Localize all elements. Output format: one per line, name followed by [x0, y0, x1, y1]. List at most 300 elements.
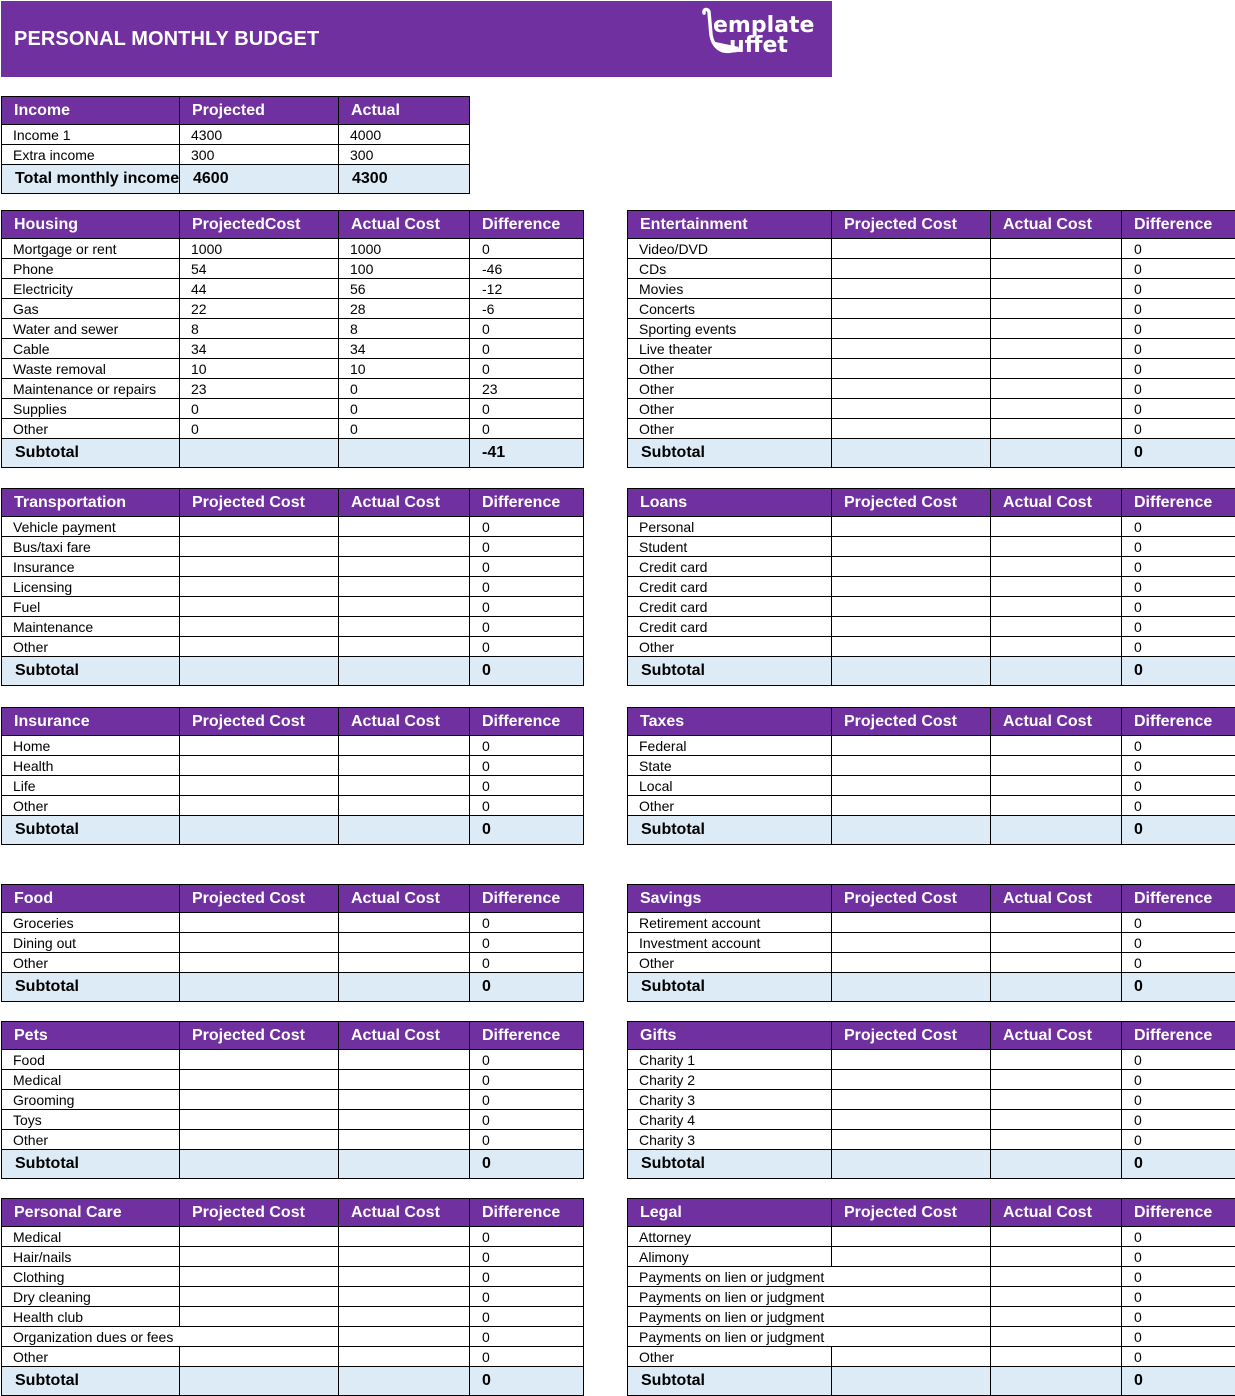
personal-care-difference-cell[interactable]: 0	[470, 1347, 584, 1367]
pets-subtotal-difference[interactable]: 0	[470, 1150, 584, 1179]
entertainment-item-cell[interactable]: Concerts	[628, 299, 832, 319]
legal-actual-cell[interactable]	[991, 1327, 1122, 1347]
housing-projected-cell[interactable]: 10	[180, 359, 339, 379]
entertainment-projected-cell[interactable]	[832, 239, 991, 259]
legal-actual-cell[interactable]	[991, 1347, 1122, 1367]
loans-difference-cell[interactable]: 0	[1122, 637, 1235, 657]
housing-actual-cell[interactable]: 1000	[339, 239, 470, 259]
total-income-projected[interactable]: 4600	[180, 165, 339, 194]
loans-subtotal-projected[interactable]	[832, 657, 991, 686]
housing-item-cell[interactable]: Supplies	[2, 399, 180, 419]
savings-difference-cell[interactable]: 0	[1122, 953, 1235, 973]
housing-item-cell[interactable]: Waste removal	[2, 359, 180, 379]
loans-item-cell[interactable]: Personal	[628, 517, 832, 537]
housing-actual-cell[interactable]: 8	[339, 319, 470, 339]
housing-item-cell[interactable]: Water and sewer	[2, 319, 180, 339]
income-label-cell[interactable]: Extra income	[2, 145, 180, 165]
loans-projected-cell[interactable]	[832, 637, 991, 657]
entertainment-actual-cell[interactable]	[991, 359, 1122, 379]
legal-item-cell[interactable]: Other	[628, 1347, 832, 1367]
housing-actual-cell[interactable]: 34	[339, 339, 470, 359]
loans-actual-cell[interactable]	[991, 637, 1122, 657]
housing-item-cell[interactable]: Phone	[2, 259, 180, 279]
legal-difference-cell[interactable]: 0	[1122, 1327, 1235, 1347]
personal-care-projected-cell[interactable]	[180, 1247, 339, 1267]
entertainment-item-cell[interactable]: Video/DVD	[628, 239, 832, 259]
transportation-subtotal-actual[interactable]	[339, 657, 470, 686]
gifts-item-cell[interactable]: Charity 3	[628, 1090, 832, 1110]
transportation-item-cell[interactable]: Fuel	[2, 597, 180, 617]
insurance-difference-cell[interactable]: 0	[470, 776, 584, 796]
housing-difference-cell[interactable]: 0	[470, 399, 584, 419]
loans-projected-cell[interactable]	[832, 537, 991, 557]
entertainment-actual-cell[interactable]	[991, 259, 1122, 279]
entertainment-actual-cell[interactable]	[991, 239, 1122, 259]
savings-projected-cell[interactable]	[832, 953, 991, 973]
gifts-projected-cell[interactable]	[832, 1050, 991, 1070]
housing-item-cell[interactable]: Other	[2, 419, 180, 439]
gifts-difference-cell[interactable]: 0	[1122, 1050, 1235, 1070]
gifts-actual-cell[interactable]	[991, 1090, 1122, 1110]
loans-subtotal-difference[interactable]: 0	[1122, 657, 1235, 686]
legal-projected-cell[interactable]	[832, 1247, 991, 1267]
loans-difference-cell[interactable]: 0	[1122, 617, 1235, 637]
taxes-item-cell[interactable]: Other	[628, 796, 832, 816]
income-projected-cell[interactable]: 4300	[180, 125, 339, 145]
loans-item-cell[interactable]: Other	[628, 637, 832, 657]
housing-projected-cell[interactable]: 34	[180, 339, 339, 359]
transportation-actual-cell[interactable]	[339, 577, 470, 597]
food-actual-cell[interactable]	[339, 913, 470, 933]
legal-item-cell[interactable]: Payments on lien or judgment	[628, 1267, 832, 1287]
gifts-projected-cell[interactable]	[832, 1090, 991, 1110]
entertainment-item-cell[interactable]: Live theater	[628, 339, 832, 359]
entertainment-actual-cell[interactable]	[991, 339, 1122, 359]
personal-care-subtotal-actual[interactable]	[339, 1367, 470, 1396]
entertainment-projected-cell[interactable]	[832, 419, 991, 439]
gifts-subtotal-projected[interactable]	[832, 1150, 991, 1179]
savings-projected-cell[interactable]	[832, 913, 991, 933]
entertainment-difference-cell[interactable]: 0	[1122, 279, 1235, 299]
entertainment-subtotal-projected[interactable]	[832, 439, 991, 468]
food-item-cell[interactable]: Other	[2, 953, 180, 973]
housing-projected-cell[interactable]: 44	[180, 279, 339, 299]
entertainment-projected-cell[interactable]	[832, 379, 991, 399]
housing-difference-cell[interactable]: 0	[470, 239, 584, 259]
gifts-actual-cell[interactable]	[991, 1050, 1122, 1070]
savings-subtotal-actual[interactable]	[991, 973, 1122, 1002]
entertainment-projected-cell[interactable]	[832, 339, 991, 359]
insurance-item-cell[interactable]: Other	[2, 796, 180, 816]
gifts-item-cell[interactable]: Charity 3	[628, 1130, 832, 1150]
transportation-item-cell[interactable]: Other	[2, 637, 180, 657]
legal-actual-cell[interactable]	[991, 1267, 1122, 1287]
pets-subtotal-actual[interactable]	[339, 1150, 470, 1179]
pets-item-cell[interactable]: Medical	[2, 1070, 180, 1090]
pets-actual-cell[interactable]	[339, 1070, 470, 1090]
entertainment-difference-cell[interactable]: 0	[1122, 259, 1235, 279]
taxes-projected-cell[interactable]	[832, 736, 991, 756]
transportation-item-cell[interactable]: Bus/taxi fare	[2, 537, 180, 557]
taxes-item-cell[interactable]: Federal	[628, 736, 832, 756]
legal-projected-cell[interactable]	[832, 1307, 991, 1327]
savings-subtotal-projected[interactable]	[832, 973, 991, 1002]
entertainment-item-cell[interactable]: Other	[628, 379, 832, 399]
entertainment-item-cell[interactable]: Movies	[628, 279, 832, 299]
pets-projected-cell[interactable]	[180, 1090, 339, 1110]
housing-difference-cell[interactable]: 0	[470, 359, 584, 379]
legal-difference-cell[interactable]: 0	[1122, 1287, 1235, 1307]
entertainment-actual-cell[interactable]	[991, 279, 1122, 299]
insurance-projected-cell[interactable]	[180, 756, 339, 776]
taxes-difference-cell[interactable]: 0	[1122, 756, 1235, 776]
legal-projected-cell[interactable]	[832, 1347, 991, 1367]
pets-projected-cell[interactable]	[180, 1070, 339, 1090]
loans-subtotal-actual[interactable]	[991, 657, 1122, 686]
housing-projected-cell[interactable]: 0	[180, 399, 339, 419]
personal-care-actual-cell[interactable]	[339, 1327, 470, 1347]
gifts-difference-cell[interactable]: 0	[1122, 1090, 1235, 1110]
legal-projected-cell[interactable]	[832, 1267, 991, 1287]
entertainment-difference-cell[interactable]: 0	[1122, 399, 1235, 419]
legal-actual-cell[interactable]	[991, 1307, 1122, 1327]
loans-item-cell[interactable]: Credit card	[628, 597, 832, 617]
legal-subtotal-difference[interactable]: 0	[1122, 1367, 1235, 1396]
housing-item-cell[interactable]: Mortgage or rent	[2, 239, 180, 259]
food-projected-cell[interactable]	[180, 933, 339, 953]
gifts-actual-cell[interactable]	[991, 1070, 1122, 1090]
personal-care-projected-cell[interactable]	[180, 1327, 339, 1347]
legal-item-cell[interactable]: Alimony	[628, 1247, 832, 1267]
savings-subtotal-difference[interactable]: 0	[1122, 973, 1235, 1002]
gifts-item-cell[interactable]: Charity 1	[628, 1050, 832, 1070]
housing-actual-cell[interactable]: 0	[339, 399, 470, 419]
personal-care-difference-cell[interactable]: 0	[470, 1307, 584, 1327]
taxes-difference-cell[interactable]: 0	[1122, 736, 1235, 756]
housing-difference-cell[interactable]: 0	[470, 419, 584, 439]
personal-care-actual-cell[interactable]	[339, 1287, 470, 1307]
transportation-actual-cell[interactable]	[339, 637, 470, 657]
personal-care-difference-cell[interactable]: 0	[470, 1267, 584, 1287]
insurance-subtotal-difference[interactable]: 0	[470, 816, 584, 845]
housing-actual-cell[interactable]: 0	[339, 379, 470, 399]
savings-actual-cell[interactable]	[991, 933, 1122, 953]
taxes-actual-cell[interactable]	[991, 776, 1122, 796]
taxes-actual-cell[interactable]	[991, 796, 1122, 816]
legal-projected-cell[interactable]	[832, 1287, 991, 1307]
entertainment-item-cell[interactable]: Other	[628, 419, 832, 439]
insurance-item-cell[interactable]: Home	[2, 736, 180, 756]
food-actual-cell[interactable]	[339, 953, 470, 973]
entertainment-item-cell[interactable]: CDs	[628, 259, 832, 279]
gifts-difference-cell[interactable]: 0	[1122, 1070, 1235, 1090]
gifts-item-cell[interactable]: Charity 4	[628, 1110, 832, 1130]
housing-item-cell[interactable]: Cable	[2, 339, 180, 359]
housing-projected-cell[interactable]: 8	[180, 319, 339, 339]
personal-care-item-cell[interactable]: Other	[2, 1347, 180, 1367]
transportation-item-cell[interactable]: Insurance	[2, 557, 180, 577]
pets-difference-cell[interactable]: 0	[470, 1070, 584, 1090]
gifts-actual-cell[interactable]	[991, 1130, 1122, 1150]
insurance-item-cell[interactable]: Life	[2, 776, 180, 796]
personal-care-projected-cell[interactable]	[180, 1307, 339, 1327]
entertainment-difference-cell[interactable]: 0	[1122, 239, 1235, 259]
transportation-difference-cell[interactable]: 0	[470, 557, 584, 577]
legal-item-cell[interactable]: Attorney	[628, 1227, 832, 1247]
pets-item-cell[interactable]: Food	[2, 1050, 180, 1070]
entertainment-projected-cell[interactable]	[832, 319, 991, 339]
savings-difference-cell[interactable]: 0	[1122, 913, 1235, 933]
insurance-actual-cell[interactable]	[339, 736, 470, 756]
transportation-difference-cell[interactable]: 0	[470, 617, 584, 637]
transportation-projected-cell[interactable]	[180, 577, 339, 597]
transportation-projected-cell[interactable]	[180, 517, 339, 537]
housing-projected-cell[interactable]: 23	[180, 379, 339, 399]
pets-projected-cell[interactable]	[180, 1050, 339, 1070]
loans-item-cell[interactable]: Student	[628, 537, 832, 557]
housing-subtotal-projected[interactable]	[180, 439, 339, 468]
pets-difference-cell[interactable]: 0	[470, 1130, 584, 1150]
food-difference-cell[interactable]: 0	[470, 933, 584, 953]
loans-actual-cell[interactable]	[991, 517, 1122, 537]
food-subtotal-actual[interactable]	[339, 973, 470, 1002]
legal-difference-cell[interactable]: 0	[1122, 1307, 1235, 1327]
entertainment-subtotal-difference[interactable]: 0	[1122, 439, 1235, 468]
entertainment-actual-cell[interactable]	[991, 399, 1122, 419]
insurance-actual-cell[interactable]	[339, 756, 470, 776]
entertainment-projected-cell[interactable]	[832, 279, 991, 299]
savings-projected-cell[interactable]	[832, 933, 991, 953]
transportation-projected-cell[interactable]	[180, 597, 339, 617]
taxes-item-cell[interactable]: Local	[628, 776, 832, 796]
entertainment-subtotal-actual[interactable]	[991, 439, 1122, 468]
pets-difference-cell[interactable]: 0	[470, 1050, 584, 1070]
personal-care-difference-cell[interactable]: 0	[470, 1287, 584, 1307]
entertainment-item-cell[interactable]: Sporting events	[628, 319, 832, 339]
housing-projected-cell[interactable]: 1000	[180, 239, 339, 259]
housing-actual-cell[interactable]: 100	[339, 259, 470, 279]
personal-care-difference-cell[interactable]: 0	[470, 1227, 584, 1247]
loans-actual-cell[interactable]	[991, 557, 1122, 577]
housing-projected-cell[interactable]: 0	[180, 419, 339, 439]
loans-difference-cell[interactable]: 0	[1122, 577, 1235, 597]
taxes-subtotal-difference[interactable]: 0	[1122, 816, 1235, 845]
personal-care-actual-cell[interactable]	[339, 1267, 470, 1287]
transportation-projected-cell[interactable]	[180, 557, 339, 577]
housing-difference-cell[interactable]: -12	[470, 279, 584, 299]
personal-care-item-cell[interactable]: Organization dues or fees	[2, 1327, 180, 1347]
pets-actual-cell[interactable]	[339, 1130, 470, 1150]
taxes-actual-cell[interactable]	[991, 736, 1122, 756]
personal-care-item-cell[interactable]: Medical	[2, 1227, 180, 1247]
savings-item-cell[interactable]: Other	[628, 953, 832, 973]
gifts-projected-cell[interactable]	[832, 1130, 991, 1150]
pets-difference-cell[interactable]: 0	[470, 1090, 584, 1110]
legal-item-cell[interactable]: Payments on lien or judgment	[628, 1307, 832, 1327]
insurance-projected-cell[interactable]	[180, 776, 339, 796]
personal-care-item-cell[interactable]: Dry cleaning	[2, 1287, 180, 1307]
loans-difference-cell[interactable]: 0	[1122, 537, 1235, 557]
pets-difference-cell[interactable]: 0	[470, 1110, 584, 1130]
loans-actual-cell[interactable]	[991, 537, 1122, 557]
insurance-subtotal-projected[interactable]	[180, 816, 339, 845]
loans-projected-cell[interactable]	[832, 577, 991, 597]
housing-item-cell[interactable]: Maintenance or repairs	[2, 379, 180, 399]
personal-care-projected-cell[interactable]	[180, 1227, 339, 1247]
entertainment-projected-cell[interactable]	[832, 399, 991, 419]
loans-actual-cell[interactable]	[991, 617, 1122, 637]
insurance-actual-cell[interactable]	[339, 776, 470, 796]
pets-actual-cell[interactable]	[339, 1090, 470, 1110]
legal-difference-cell[interactable]: 0	[1122, 1227, 1235, 1247]
insurance-difference-cell[interactable]: 0	[470, 736, 584, 756]
transportation-difference-cell[interactable]: 0	[470, 577, 584, 597]
housing-subtotal-difference[interactable]: -41	[470, 439, 584, 468]
housing-actual-cell[interactable]: 10	[339, 359, 470, 379]
taxes-difference-cell[interactable]: 0	[1122, 776, 1235, 796]
loans-difference-cell[interactable]: 0	[1122, 597, 1235, 617]
transportation-projected-cell[interactable]	[180, 617, 339, 637]
loans-actual-cell[interactable]	[991, 577, 1122, 597]
loans-projected-cell[interactable]	[832, 557, 991, 577]
personal-care-subtotal-projected[interactable]	[180, 1367, 339, 1396]
entertainment-actual-cell[interactable]	[991, 319, 1122, 339]
entertainment-item-cell[interactable]: Other	[628, 399, 832, 419]
insurance-difference-cell[interactable]: 0	[470, 796, 584, 816]
transportation-difference-cell[interactable]: 0	[470, 597, 584, 617]
entertainment-projected-cell[interactable]	[832, 259, 991, 279]
personal-care-item-cell[interactable]: Health club	[2, 1307, 180, 1327]
pets-subtotal-projected[interactable]	[180, 1150, 339, 1179]
personal-care-projected-cell[interactable]	[180, 1347, 339, 1367]
loans-projected-cell[interactable]	[832, 597, 991, 617]
taxes-item-cell[interactable]: State	[628, 756, 832, 776]
loans-difference-cell[interactable]: 0	[1122, 517, 1235, 537]
transportation-subtotal-projected[interactable]	[180, 657, 339, 686]
transportation-projected-cell[interactable]	[180, 637, 339, 657]
loans-item-cell[interactable]: Credit card	[628, 557, 832, 577]
personal-care-subtotal-difference[interactable]: 0	[470, 1367, 584, 1396]
housing-actual-cell[interactable]: 0	[339, 419, 470, 439]
entertainment-difference-cell[interactable]: 0	[1122, 319, 1235, 339]
transportation-item-cell[interactable]: Vehicle payment	[2, 517, 180, 537]
income-actual-cell[interactable]: 300	[339, 145, 470, 165]
gifts-subtotal-actual[interactable]	[991, 1150, 1122, 1179]
pets-actual-cell[interactable]	[339, 1110, 470, 1130]
transportation-difference-cell[interactable]: 0	[470, 517, 584, 537]
legal-projected-cell[interactable]	[832, 1227, 991, 1247]
entertainment-difference-cell[interactable]: 0	[1122, 379, 1235, 399]
insurance-subtotal-actual[interactable]	[339, 816, 470, 845]
taxes-difference-cell[interactable]: 0	[1122, 796, 1235, 816]
income-projected-cell[interactable]: 300	[180, 145, 339, 165]
entertainment-difference-cell[interactable]: 0	[1122, 359, 1235, 379]
insurance-actual-cell[interactable]	[339, 796, 470, 816]
food-difference-cell[interactable]: 0	[470, 913, 584, 933]
transportation-subtotal-difference[interactable]: 0	[470, 657, 584, 686]
taxes-projected-cell[interactable]	[832, 796, 991, 816]
pets-actual-cell[interactable]	[339, 1050, 470, 1070]
transportation-difference-cell[interactable]: 0	[470, 637, 584, 657]
transportation-actual-cell[interactable]	[339, 557, 470, 577]
pets-projected-cell[interactable]	[180, 1130, 339, 1150]
personal-care-actual-cell[interactable]	[339, 1347, 470, 1367]
housing-projected-cell[interactable]: 54	[180, 259, 339, 279]
savings-item-cell[interactable]: Investment account	[628, 933, 832, 953]
savings-actual-cell[interactable]	[991, 913, 1122, 933]
legal-item-cell[interactable]: Payments on lien or judgment	[628, 1287, 832, 1307]
housing-item-cell[interactable]: Gas	[2, 299, 180, 319]
loans-projected-cell[interactable]	[832, 617, 991, 637]
personal-care-difference-cell[interactable]: 0	[470, 1327, 584, 1347]
savings-difference-cell[interactable]: 0	[1122, 933, 1235, 953]
legal-subtotal-actual[interactable]	[991, 1367, 1122, 1396]
transportation-item-cell[interactable]: Licensing	[2, 577, 180, 597]
legal-difference-cell[interactable]: 0	[1122, 1267, 1235, 1287]
personal-care-item-cell[interactable]: Clothing	[2, 1267, 180, 1287]
personal-care-actual-cell[interactable]	[339, 1227, 470, 1247]
gifts-difference-cell[interactable]: 0	[1122, 1130, 1235, 1150]
housing-item-cell[interactable]: Electricity	[2, 279, 180, 299]
loans-item-cell[interactable]: Credit card	[628, 577, 832, 597]
taxes-projected-cell[interactable]	[832, 756, 991, 776]
loans-item-cell[interactable]: Credit card	[628, 617, 832, 637]
transportation-item-cell[interactable]: Maintenance	[2, 617, 180, 637]
taxes-subtotal-actual[interactable]	[991, 816, 1122, 845]
transportation-actual-cell[interactable]	[339, 617, 470, 637]
entertainment-difference-cell[interactable]: 0	[1122, 299, 1235, 319]
food-subtotal-projected[interactable]	[180, 973, 339, 1002]
housing-actual-cell[interactable]: 28	[339, 299, 470, 319]
personal-care-actual-cell[interactable]	[339, 1247, 470, 1267]
personal-care-projected-cell[interactable]	[180, 1287, 339, 1307]
insurance-difference-cell[interactable]: 0	[470, 756, 584, 776]
food-item-cell[interactable]: Dining out	[2, 933, 180, 953]
food-item-cell[interactable]: Groceries	[2, 913, 180, 933]
food-projected-cell[interactable]	[180, 913, 339, 933]
housing-difference-cell[interactable]: -6	[470, 299, 584, 319]
transportation-projected-cell[interactable]	[180, 537, 339, 557]
gifts-projected-cell[interactable]	[832, 1110, 991, 1130]
entertainment-actual-cell[interactable]	[991, 299, 1122, 319]
entertainment-projected-cell[interactable]	[832, 359, 991, 379]
legal-subtotal-projected[interactable]	[832, 1367, 991, 1396]
transportation-actual-cell[interactable]	[339, 537, 470, 557]
gifts-actual-cell[interactable]	[991, 1110, 1122, 1130]
loans-difference-cell[interactable]: 0	[1122, 557, 1235, 577]
food-difference-cell[interactable]: 0	[470, 953, 584, 973]
income-actual-cell[interactable]: 4000	[339, 125, 470, 145]
savings-item-cell[interactable]: Retirement account	[628, 913, 832, 933]
legal-difference-cell[interactable]: 0	[1122, 1247, 1235, 1267]
legal-actual-cell[interactable]	[991, 1287, 1122, 1307]
housing-difference-cell[interactable]: 0	[470, 319, 584, 339]
gifts-projected-cell[interactable]	[832, 1070, 991, 1090]
personal-care-item-cell[interactable]: Hair/nails	[2, 1247, 180, 1267]
housing-projected-cell[interactable]: 22	[180, 299, 339, 319]
housing-difference-cell[interactable]: 0	[470, 339, 584, 359]
pets-item-cell[interactable]: Toys	[2, 1110, 180, 1130]
legal-item-cell[interactable]: Payments on lien or judgment	[628, 1327, 832, 1347]
transportation-actual-cell[interactable]	[339, 517, 470, 537]
insurance-item-cell[interactable]: Health	[2, 756, 180, 776]
legal-difference-cell[interactable]: 0	[1122, 1347, 1235, 1367]
entertainment-actual-cell[interactable]	[991, 419, 1122, 439]
transportation-difference-cell[interactable]: 0	[470, 537, 584, 557]
food-subtotal-difference[interactable]: 0	[470, 973, 584, 1002]
legal-projected-cell[interactable]	[832, 1327, 991, 1347]
transportation-actual-cell[interactable]	[339, 597, 470, 617]
